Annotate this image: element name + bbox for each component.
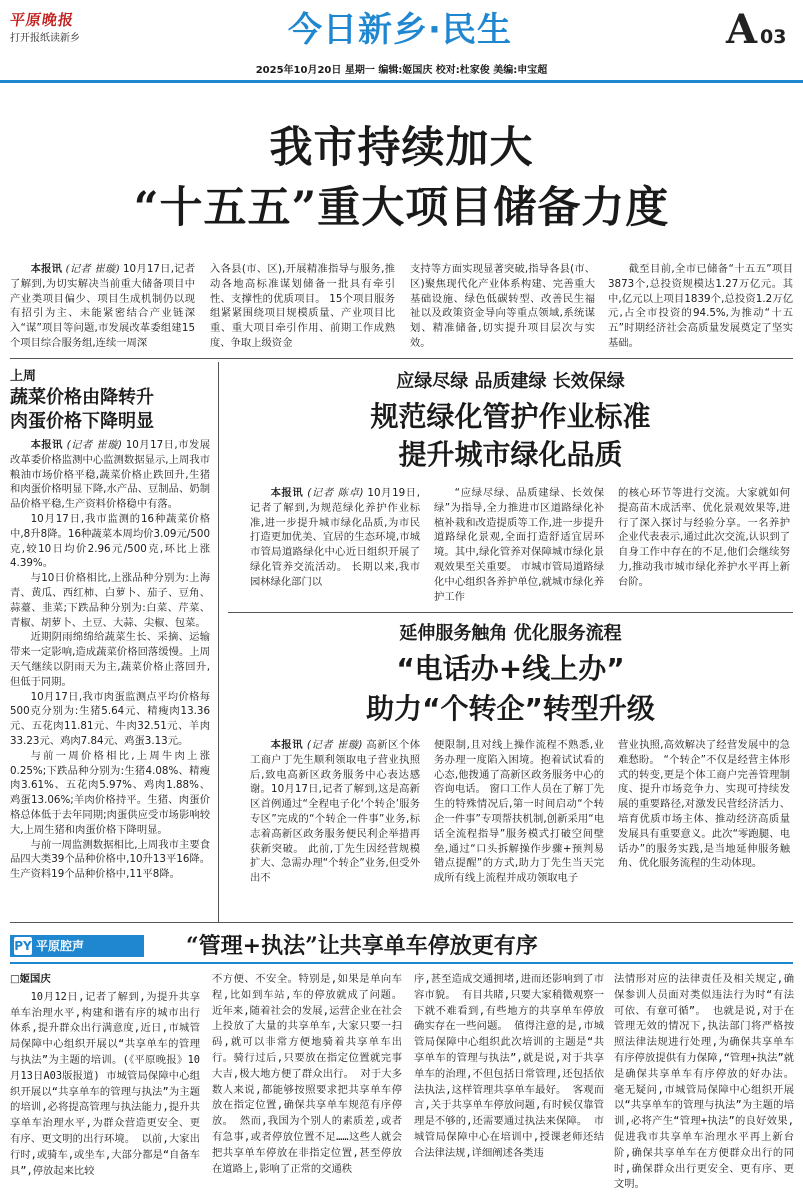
veg-p2: 10月17日,我市监测的16种蔬菜价格中,8升8降。16种蔬菜本周均价3.09元/500克,较10日均价2.96元/500克,环比上涨4.39%。 bbox=[10, 512, 210, 570]
phone-kicker: 延伸服务触角 优化服务流程 bbox=[399, 623, 622, 644]
header-divider bbox=[0, 80, 803, 83]
commentary-col4: 法情形对应的法律责任及相关规定,确保参训人员面对类似违法行为时“有法可依、有章可循”。 也就是说,对于在管理无效的情况下,执法部门将严格按照法律法规进行处理,为确保共享单车有序停放提供有力保障,“管理+执法”就是确保共享单车有序停放的好办法。 毫无疑问,市城管局保障中心组织开展以“共享单车的管理与执法”为主题的培训,必将产生“管理+执法”的良好效果,促进我市共享单车治理水平再上新台阶,确保共享单车在方便群众出行的同时,确保群众出行更安全、更有序、更文明。 bbox=[614, 973, 794, 1191]
lead-byline: 本报讯 bbox=[30, 263, 63, 275]
lead-text-1: 10月17日,记者了解到,为切实解决当前重大储备项目中产业类项目偏少、项目生成机制仍以现有招引为主、未能紧密结合产业链深入“谋”项目等问题,市发展改革委组建15个项目综合服务组,连续一周深 bbox=[10, 263, 195, 349]
divider bbox=[10, 358, 793, 359]
commentary-text-1: 10月12日,记者了解到,为提升共享单车治理水平,构建和谐有序的城市出行体系,提升群众出行满意度,近日,市城管局保障中心组织开展以“共享单车的管理与执法”为主题的培训。(《平原晚报》10月13日A03版报道) 市城管局保障中心组织开展以“共享单车的管理与执法”为主题的培训,必将提高管理与执法能力,提升共享单车治理水平,为群众营造更安全、更有序、更文明的出行环境。 以前,大家出行时,或骑车,或坐车,大部分都是“自备车具”,停放起来比较 bbox=[10, 990, 200, 1177]
veg-kicker: 上周 bbox=[10, 369, 37, 384]
green-headline-line2: 提升城市绿化品质 bbox=[398, 438, 623, 471]
section-title: 今日新乡·民生 bbox=[288, 10, 512, 50]
veg-p7: 与前一周监测数据相比,上周我市主要食品四大类39个品种价格中,10升13平16降。生产资料19个品种价格中,11平8降。 bbox=[10, 838, 210, 881]
phone-article-col3: 营业执照,高效解决了经营发展中的急难愁盼。 “个转企”不仅是经营主体形式的转变,更是个体工商户完善管理制度、提升市场竞争力、实现可持续发展的重要路径,对激发民营经济活力、培育优质市场主体、推动经济高质量发展具有重要意义。此次“零跑腿、电话办”的服务实践,是当地延伸服务触角、优化服务流程的生动体现。 bbox=[618, 739, 790, 870]
veg-byline: 本报讯 bbox=[30, 439, 63, 451]
veg-headline-line1: 蔬菜价格由降转升 bbox=[10, 387, 154, 408]
commentary-col1 bbox=[10, 972, 200, 1196]
lead-headline-line1: 我市持续加大 bbox=[269, 123, 534, 173]
phone-text-1: 高新区个体工商户丁先生顺利领取电子营业执照后,致电高新区政务服务中心表达感谢。10月17日,记者了解到,这是高新区首例通过“全程电子化‘个转企’服务专区”完成的“个转企一件事”业务,标志着高新区政务服务便民利企举措再获新突破。 此前,丁先生因经营规模扩大、急需办理“个转企”业务,但受外出不 bbox=[250, 739, 420, 885]
newspaper-logo: 平原晚报 bbox=[8, 11, 76, 29]
lead-article-col3: 支持等方面实现显著突破,指导各县(市、区)聚焦现代化产业体系构建、完善重大基础设施、绿色低碳转型、改善民生福祉以及政策资金导向等重点领域,系统谋划、精准储备,切实提升项目层次与实效。 bbox=[410, 263, 595, 349]
phone-article-col1 bbox=[250, 738, 420, 914]
green-headline-line1: 规范绿化管护作业标准 bbox=[370, 400, 651, 433]
veg-p5: 10月17日,我市肉蛋监测点平均价格每500克分别为:生猪5.64元、精瘦肉13.36元、五花肉11.81元、牛肉32.51元、羊肉33.23元、鸡肉7.84元、鸡蛋3.13元。 bbox=[10, 690, 210, 747]
phone-reporter: (记者 崔璇) bbox=[306, 739, 363, 751]
lead-reporter: (记者 崔璇) bbox=[65, 263, 120, 275]
green-article-col3: 的核心环节等进行交流。大家就如何提高苗木成活率、优化景观效果等,进行了深入探讨与经验分享。一名养护企业代表表示,通过此次交流,认识到了自身工作中存在的不足,他们会继续努力,推动我市城市绿化养护水平再上新台阶。 bbox=[618, 487, 790, 588]
lead-article-col2: 入各县(市、区),开展精准指导与服务,推动各地高标准谋划储备一批具有牵引性、支撑性的优质项目。 15个项目服务组紧紧围绕项目规模质量、产业项目比重、重大项目牵引作用、前期工作成熟度、争取上级资金 bbox=[210, 263, 395, 349]
phone-headline-line1: “电话办+线上办” bbox=[396, 652, 625, 685]
veg-headline-line2: 肉蛋价格下降明显 bbox=[10, 411, 154, 432]
veg-p3: 与10日价格相比,上涨品种分别为:上海青、黄瓜、西红柿、白萝卜、茄子、豆角、蒜薹、韭菜;下跌品种分别为:白菜、芹菜、青椒、胡萝卜、土豆、大蒜、尖椒、包菜。 bbox=[10, 572, 210, 629]
header-info: 2025年10月20日 星期一 编辑:姬国庆 校对:杜家俊 美编:申宝超 bbox=[255, 65, 548, 76]
green-text-1: 10月19日,记者了解到,为规范绿化养护作业标准,进一步提升城市绿化品质,为市民打造更加优美、宜居的生态环境,市城市管局道路绿化中心近日组织开展了绿化管养交流活动。 长期以来,我市园林绿化部门以 bbox=[250, 487, 420, 588]
page-number: 03 bbox=[760, 26, 787, 48]
column-tag-label: 平原腔声 bbox=[36, 939, 85, 953]
commentary-col3: 序,甚至造成交通拥堵,进而还影响到了市容市貌。 有目共睹,只要大家稍微观察一下就不难看到,有些地方的共享单车停放确实存在一些问题。 值得注意的是,市城管局保障中心组织此次培训的主题是“共享单车的管理与执法”,就是说,对于共享单车的治理,不但包括日常管理,还包括依法执法,这样管理共享单车最好。 客观而言,关于共享单车停放问题,有时候仅靠管理是不够的,还需要通过执法来保障。 市城管局保障中心在培训中,授课老师还结合法律法规,详细阐述各类违 bbox=[414, 973, 604, 1159]
column-divider bbox=[218, 362, 219, 922]
column-tag-icon: PY bbox=[14, 939, 32, 953]
veg-reporter: (记者 崔璇) bbox=[66, 439, 122, 451]
phone-headline-line2: 助力“个转企”转型升级 bbox=[366, 692, 655, 725]
green-article-col1 bbox=[250, 486, 420, 604]
masthead-slogan: 打开报纸读新乡 bbox=[10, 33, 80, 44]
commentary-headline: “管理+执法”让共享单车停放更有序 bbox=[186, 933, 538, 959]
veg-p6: 与前一周价格相比,上周牛肉上涨0.25%;下跌品种分别为:生猪4.08%、精瘦肉3.61%、五花肉5.97%、鸡肉1.88%、鸡蛋13.06%;羊肉价格持平。生猪、肉蛋价格总体低于去年同期;肉蛋供应受市场影响较大,上周生猪和肉蛋价格下降明显。 bbox=[10, 749, 210, 836]
veg-article-body bbox=[10, 438, 210, 914]
green-reporter: (记者 陈卓) bbox=[307, 487, 364, 499]
commentary-divider bbox=[10, 962, 793, 964]
divider bbox=[10, 922, 793, 923]
lead-article-col4: 截至目前,全市已储备“十五五”项目3873个,总投资规模达1.27万亿元。其中,亿元以上项目1839个,总投资1.2万亿元,占全市投资的94.5%,为推动“十五五”时期经济社会高质量发展奠定了坚实基础。 bbox=[608, 263, 793, 349]
green-kicker: 应绿尽绿 品质建绿 长效保绿 bbox=[396, 371, 625, 392]
page-letter: A bbox=[726, 6, 758, 53]
phone-byline: 本报讯 bbox=[270, 739, 304, 751]
phone-article-col2: 便限制,且对线上操作流程不熟悉,业务办理一度陷入困境。抱着试试看的心态,他拨通了高新区政务服务中心的咨询电话。 窗口工作人员在了解丁先生的特殊情况后,第一时间启动“个转企一件事”专项帮扶机制,创新采用“电话全流程指导”服务模式打破空间壁垒,通过“口头拆解操作步骤+预判易错点提醒”的方式,助力丁先生当天完成所有线上流程并成功领取电子 bbox=[434, 739, 604, 885]
divider bbox=[228, 612, 793, 613]
veg-p1: 10月17日,市发展改革委价格监测中心监测数据显示,上周我市粮油市场价格平稳,蔬菜价格止跌回升,生猪和肉蛋价格明显下降,水产品、豆制品、奶制品价格平稳,生产资料价格稳中有落。 bbox=[10, 439, 210, 511]
green-article-col2: “应绿尽绿、品质建绿、长效保绿”为指导,全力推进市区道路绿化补植补栽和改造提质等工作,进一步提升道路绿化景观,全面打造舒适宜居环境。其中,绿化管养对保障城市绿化景观效果至关重要。 市城市管局道路绿化中心组织各养护单位,就城市绿化养护工作 bbox=[434, 487, 604, 603]
green-byline: 本报讯 bbox=[270, 487, 304, 499]
veg-p4: 近期阴雨绵绵给蔬菜生长、采摘、运输带来一定影响,造成蔬菜价格回落缓慢。上周天气继续以阴雨天为主,蔬菜价格止落回升,但低于同期。 bbox=[10, 631, 210, 688]
lead-headline-line2: “十五五”重大项目储备力度 bbox=[133, 183, 670, 233]
commentary-author: □姬国庆 bbox=[10, 973, 51, 985]
commentary-col2: 不方便、不安全。特别是,如果是单向车程,比如到车站,车的停放就成了问题。 近年来,随着社会的发展,运营企业在社会上投放了大量的共享单车,大家只要一扫码,就可以非常方便地骑着共享单车出行。骑行过后,只要放在指定位置就完事大吉,极大地方便了群众出行。 对于大多数人来说,都能够按照要求把共享单车停放在指定位置,确保共享单车规范有序停放。 然而,我国为个别人的素质差,或者有急事,或者停放位置不足……这些人就会把共享单车停放在非指定位置,甚至停放在道路上,影响了正常的交通秩 bbox=[212, 973, 402, 1175]
lead-article-col1 bbox=[10, 262, 195, 354]
